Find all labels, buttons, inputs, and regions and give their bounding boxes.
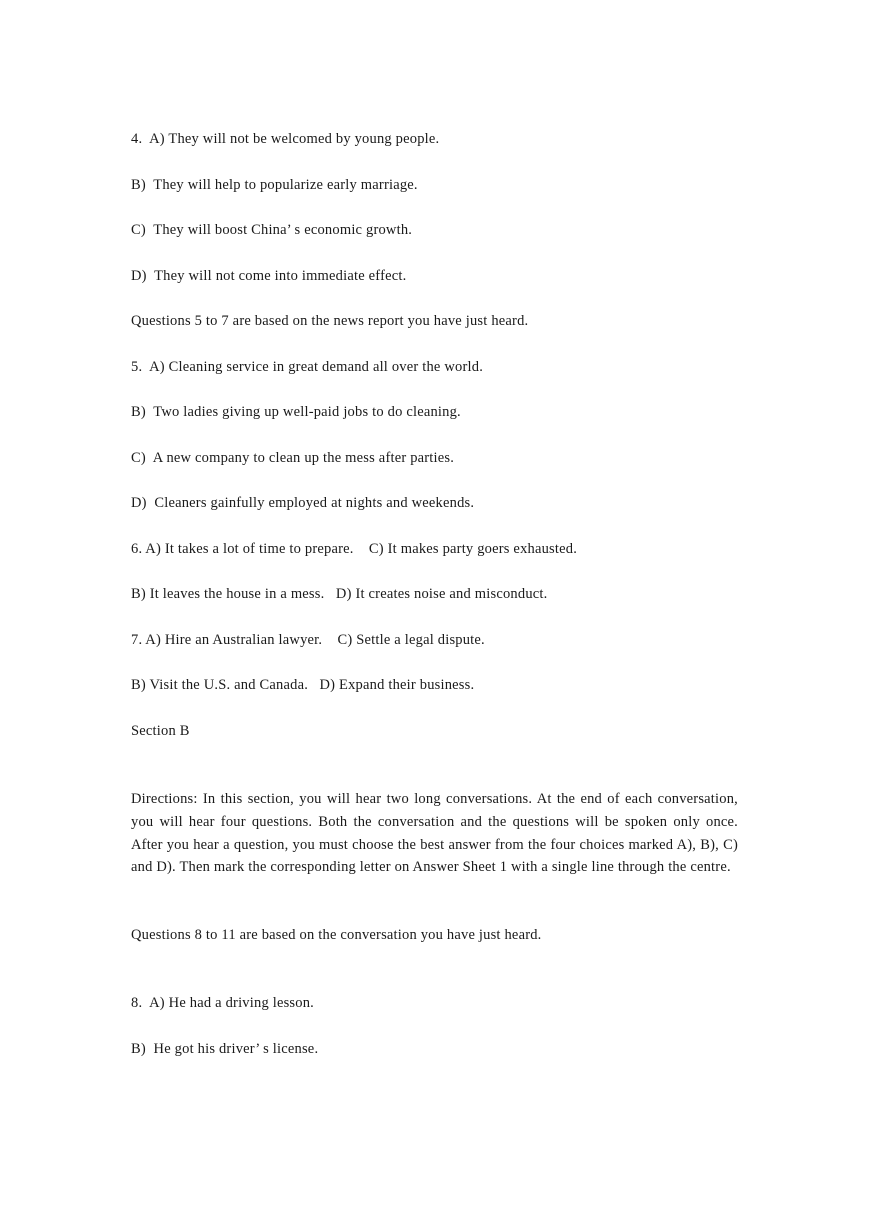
questions-5-7-instruction: Questions 5 to 7 are based on the news report you have just heard.	[131, 313, 529, 329]
section-b-heading: Section B	[131, 723, 190, 739]
question-5-option-a: 5. A) Cleaning service in great demand all over the world.	[131, 359, 484, 375]
question-7-options-ac: 7. A) Hire an Australian lawyer. C) Settle a legal dispute.	[131, 632, 485, 648]
question-6-options-ac: 6. A) It takes a lot of time to prepare. C) It makes party goers exhausted.	[131, 541, 578, 557]
question-4-option-d: D) They will not come into immediate effect.	[131, 268, 407, 284]
question-8-option-a: 8. A) He had a driving lesson.	[131, 995, 314, 1011]
question-5-option-b: B) Two ladies giving up well-paid jobs to do cleaning.	[131, 404, 461, 420]
section-b-directions: Directions: In this section, you will hear two long conversations. At the end of each conversation, you will hear four questions. Both the conversation and the questions will be spoken only once. After you hear a question, you must choose the best answer from the four choices marked A), B), C) and D). Then mark the corresponding letter on Answer Sheet 1 with a single line through the centre.	[131, 791, 738, 876]
question-4-option-b: B) They will help to popularize early marriage.	[131, 177, 418, 193]
questions-8-11-instruction: Questions 8 to 11 are based on the conversation you have just heard.	[131, 927, 542, 943]
question-7-options-bd: B) Visit the U.S. and Canada. D) Expand their business.	[131, 677, 475, 693]
question-4-option-c: C) They will boost China’ s economic growth.	[131, 222, 413, 238]
question-6-options-bd: B) It leaves the house in a mess. D) It creates noise and misconduct.	[131, 586, 548, 602]
question-5-option-c: C) A new company to clean up the mess after parties.	[131, 450, 455, 466]
document-page	[131, 0, 738, 1228]
question-5-option-d: D) Cleaners gainfully employed at nights and weekends.	[131, 495, 475, 511]
question-4-option-a: 4. A) They will not be welcomed by young people.	[131, 131, 440, 147]
question-8-option-b: B) He got his driver’ s license.	[131, 1041, 319, 1057]
